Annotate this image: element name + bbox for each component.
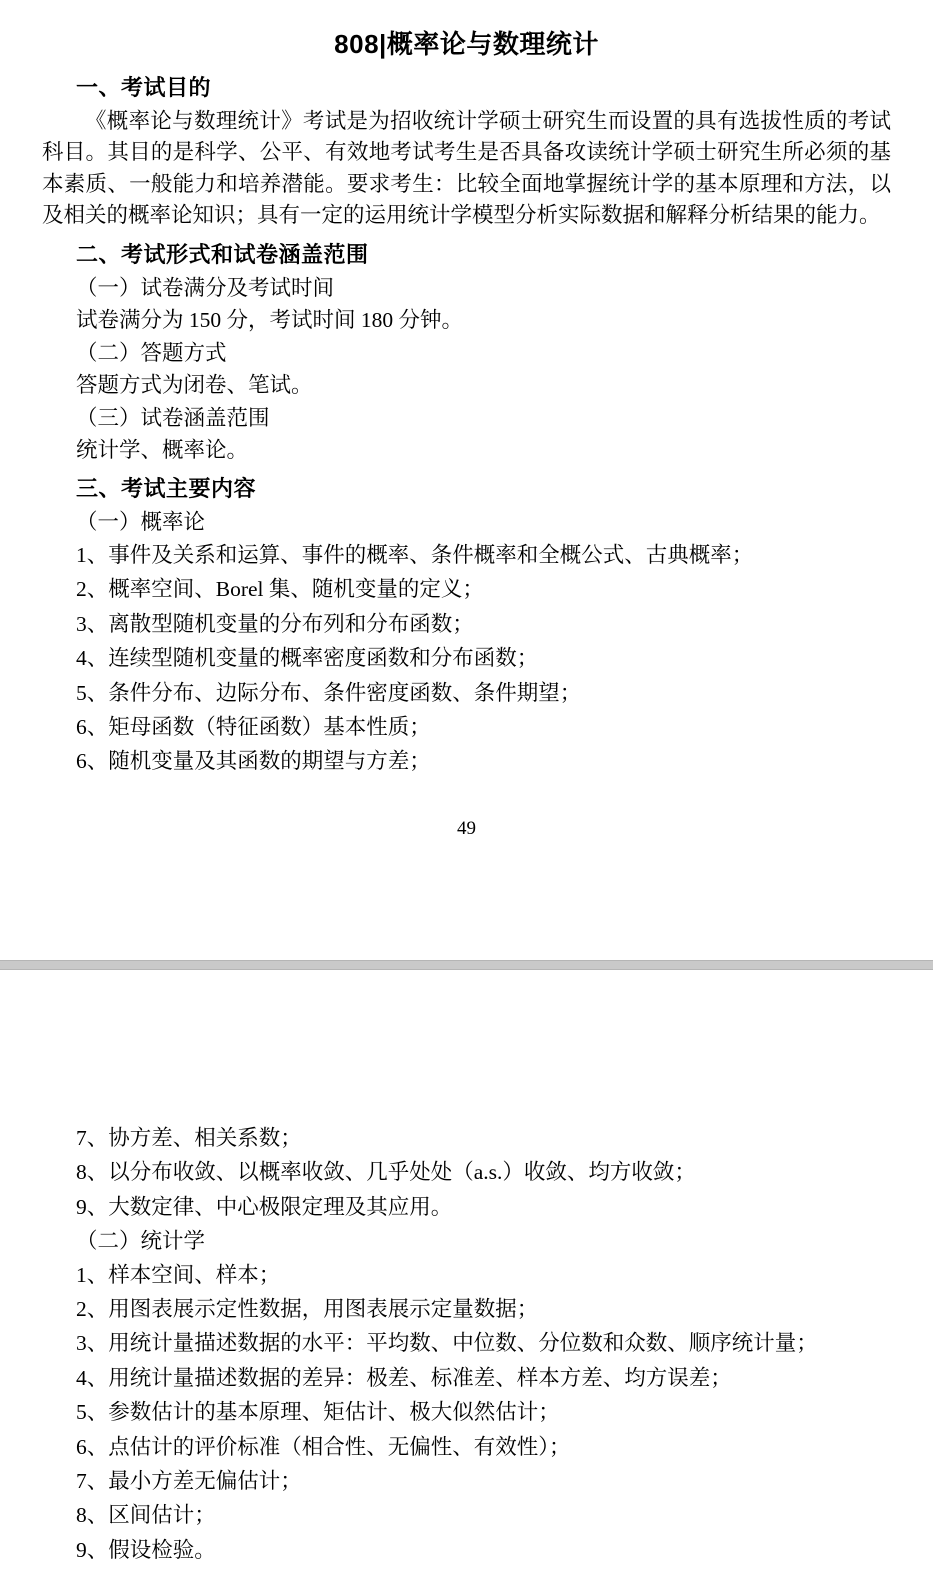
section-paragraph-exam-purpose: 《概率论与数理统计》考试是为招收统计学硕士研究生而设置的具有选拔性质的考试科目。其目的是科学、公平、有效地考试考生是否具备攻读统计学硕士研究生所必须的基本素质、一般能力和培养潜能。要求考生：比较全面地掌握统计学的基本原理和方法，以及相关的概率论知识；具有一定的运用统计学模型分析实际数据和解释分析结果的能力。 <box>42 109 891 228</box>
section-heading-exam-format: 二、考试形式和试卷涵盖范围 <box>76 241 369 267</box>
exam-format-group-2 <box>42 338 891 401</box>
list-item: 6、矩母函数（特征函数）基本性质； <box>76 714 431 739</box>
subsection-heading: （二）答题方式 <box>76 340 227 365</box>
subsection-text: 试卷满分为 150 分，考试时间 180 分钟。 <box>76 308 464 333</box>
list-item: 8、以分布收敛、以概率收敛、几乎处处（a.s.）收敛、均方收敛； <box>76 1160 696 1185</box>
list-item: 1、事件及关系和运算、事件的概率、条件概率和全概公式、古典概率； <box>76 543 754 568</box>
list-item: 4、连续型随机变量的概率密度函数和分布函数； <box>76 646 539 671</box>
subsection-text: 答题方式为闭卷、笔试。 <box>76 373 313 398</box>
page-bottom-margin <box>0 940 933 960</box>
subsection-heading-probability: （一）概率论 <box>76 509 206 534</box>
list-item: 5、参数估计的基本原理、矩估计、极大似然估计； <box>76 1400 560 1425</box>
list-item: 3、离散型随机变量的分布列和分布函数； <box>76 611 474 636</box>
list-item: 7、最小方差无偏估计； <box>76 1468 302 1493</box>
page-title: 808|概率论与数理统计 <box>334 29 599 59</box>
subsection-text: 统计学、概率论。 <box>76 438 249 463</box>
list-item: 4、用统计量描述数据的差异：极差、标准差、样本方差、均方误差； <box>76 1365 732 1390</box>
page-number: 49 <box>457 817 476 839</box>
exam-format-group-1 <box>42 273 891 336</box>
exam-format-group-3 <box>42 403 891 466</box>
list-item: 9、大数定律、中心极限定理及其应用。 <box>76 1194 453 1219</box>
section-heading-exam-purpose: 一、考试目的 <box>76 75 212 100</box>
list-item: 8、区间估计； <box>76 1503 216 1528</box>
subsection-heading-statistics: （二）统计学 <box>76 1229 206 1254</box>
list-item: 9、假设检验。 <box>76 1537 216 1562</box>
list-item: 7、协方差、相关系数； <box>76 1126 302 1150</box>
section-heading-exam-content: 三、考试主要内容 <box>76 475 257 501</box>
document-page-2 <box>0 970 933 1590</box>
subsection-heading: （三）试卷涵盖范围 <box>76 405 270 430</box>
list-item: 6、随机变量及其函数的期望与方差； <box>76 749 431 774</box>
list-item: 3、用统计量描述数据的水平：平均数、中位数、分位数和众数、顺序统计量； <box>76 1331 818 1356</box>
list-item: 2、概率空间、Borel 集、随机变量的定义； <box>76 577 484 602</box>
list-item: 2、用图表展示定性数据，用图表展示定量数据； <box>76 1297 539 1322</box>
list-item: 6、点估计的评价标准（相合性、无偏性、有效性）； <box>76 1434 571 1459</box>
subsection-heading: （一）试卷满分及考试时间 <box>76 275 335 300</box>
list-item: 1、样本空间、样本； <box>76 1262 281 1287</box>
list-item: 5、条件分布、边际分布、条件密度函数、条件期望； <box>76 680 582 705</box>
page-separator <box>0 960 933 970</box>
